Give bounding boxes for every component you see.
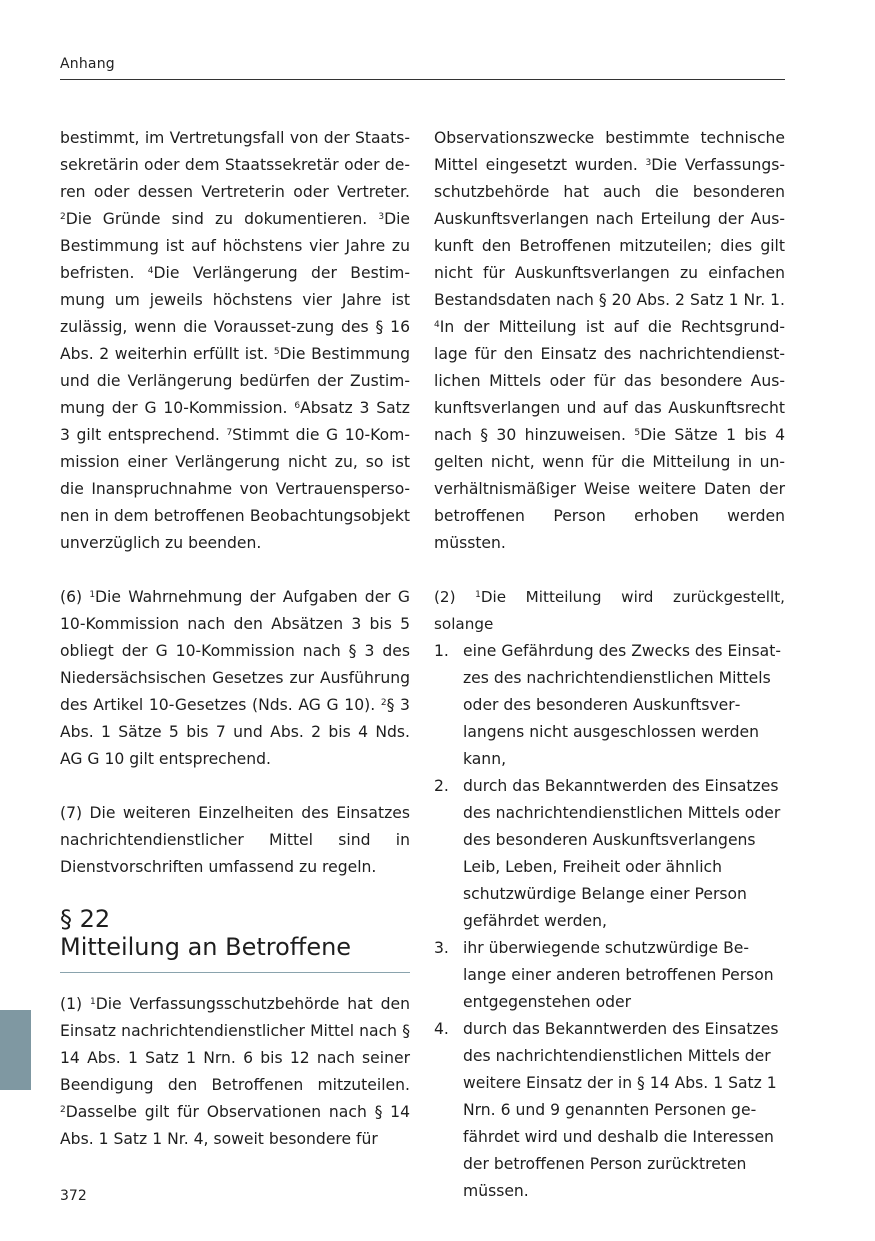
header-rule (60, 79, 785, 80)
list-item (434, 773, 785, 935)
section-number: § 22 (60, 905, 111, 933)
paragraph-6: (6) $^1$Die Wahrnehmung der Aufgaben der G 10-Kommission nach den Absätzen 3 bis 5 obliegt der G 10-Kommission nach § 3 des Niedersächsischen Gesetzes zur Ausführung des Artikel 10-Gesetzes (Nds. AG G 10). $^2$§ 3 Abs. 1 Sätze 5 bis 7 und Abs. 2 bis 4 Nds. AG G 10 gilt entsprechend. (60, 588, 410, 768)
list-number: 2. (434, 777, 449, 795)
page-number: 372 (60, 1188, 87, 1204)
numbered-list (434, 638, 785, 1205)
chapter-tab (0, 1010, 31, 1090)
list-number: 4. (434, 1020, 449, 1038)
section-title: Mitteilung an Betroffene (60, 933, 352, 961)
list-text: eine Gefährdung des Zwecks des Einsatzes des nachrichtendienstlichen Mittels oder des besonderen Auskunftsverlangens nicht ausgeschlossen werden kann, (463, 642, 781, 768)
paragraph-1-continuation: Observationszwecke bestimmte technische Mittel eingesetzt wurden. $^3$Die Verfassungsschutzbehörde hat auch die besonderen Auskunftsverlangen nach Erteilung der Auskunft den Betroffenen mitzuteilen; dies gilt nicht für Auskunftsverlangen zu einfachen Bestandsdaten nach § 20 Abs. 2 Satz 1 Nr. 1. $^4$In der Mitteilung ist auf die Rechtsgrundlage für den Einsatz des nachrichtendienstlichen Mittels oder für das besondere Auskunftsverlangen und auf das Auskunftsrecht nach § 30 hinzuweisen. $^5$Die Sätze 1 bis 4 gelten nicht, wenn für die Mitteilung in unverhältnismäßiger Weise weitere Daten der betroffenen Person erhoben werden müssten. (434, 129, 786, 552)
paragraph-7: (7) Die weiteren Einzelheiten des Einsatzes nachrichtendienstlicher Mittel sind in Dienstvorschriften umfassend zu regeln. (60, 804, 410, 876)
left-column (60, 125, 410, 1153)
list-text: durch das Bekanntwerden des Einsatzes des nachrichtendienstlichen Mittels der weitere Einsatz der in § 14 Abs. 1 Satz 1 Nrn. 6 und 9 genannten Personen gefährdet wird und deshalb die Interessen der betroffenen Person zurücktreten müssen. (463, 1020, 779, 1200)
list-item (434, 638, 785, 773)
list-text: durch das Bekanntwerden des Einsatzes des nachrichtendienstlichen Mittels oder des besonderen Auskunftsverlangens Leib, Leben, Freiheit oder ähnlich schutzwürdige Belange einer Person gefährdet werden, (463, 777, 781, 930)
section-heading (60, 905, 410, 961)
list-number: 1. (434, 642, 449, 660)
running-head: Anhang (60, 56, 115, 72)
right-column (434, 125, 785, 1205)
list-item (434, 935, 785, 1016)
section-22-paragraph-1: (1) $^1$Die Verfassungsschutzbehörde hat den Einsatz nachrichtendienstlicher Mittel nach § 14 Abs. 1 Satz 1 Nrn. 6 bis 12 nach seiner Beendigung den Betroffenen mitzuteilen. $^2$Dasselbe gilt für Observationen nach § 14 Abs. 1 Satz 1 Nr. 4, soweit besondere für (60, 995, 410, 1148)
list-text: ihr überwiegende schutzwürdige Belange einer anderen betroffenen Person entgegenstehen oder (463, 939, 774, 1011)
paragraph-2-intro: (2) $^1$Die Mitteilung wird zurückgestellt, solange (434, 588, 786, 633)
list-item (434, 1016, 785, 1205)
list-number: 3. (434, 939, 449, 957)
heading-rule (60, 972, 410, 973)
paragraph-continuation: bestimmt, im Vertretungsfall von der Staatssekretärin oder dem Staatssekretär oder deren oder dessen Vertreterin oder Vertreter. $^2$Die Gründe sind zu dokumentieren. $^3$Die Bestimmung ist auf höchstens vier Jahre zu befristen. $^4$Die Verlängerung der Bestimmung um jeweils höchstens vier Jahre ist zulässig, wenn die Vorausset-zung des § 16 Abs. 2 weiterhin erfüllt ist. $^5$Die Bestimmung und die Verlängerung bedürfen der Zustimmung der G 10-Kommission. $^6$Absatz 3 Satz 3 gilt entsprechend. $^7$Stimmt die G 10-Kommission einer Verlängerung nicht zu, so ist die Inanspruchnahme von Vertrauenspersonen in dem betroffenen Beobachtungsobjekt unverzüglich zu beenden. (60, 129, 410, 552)
